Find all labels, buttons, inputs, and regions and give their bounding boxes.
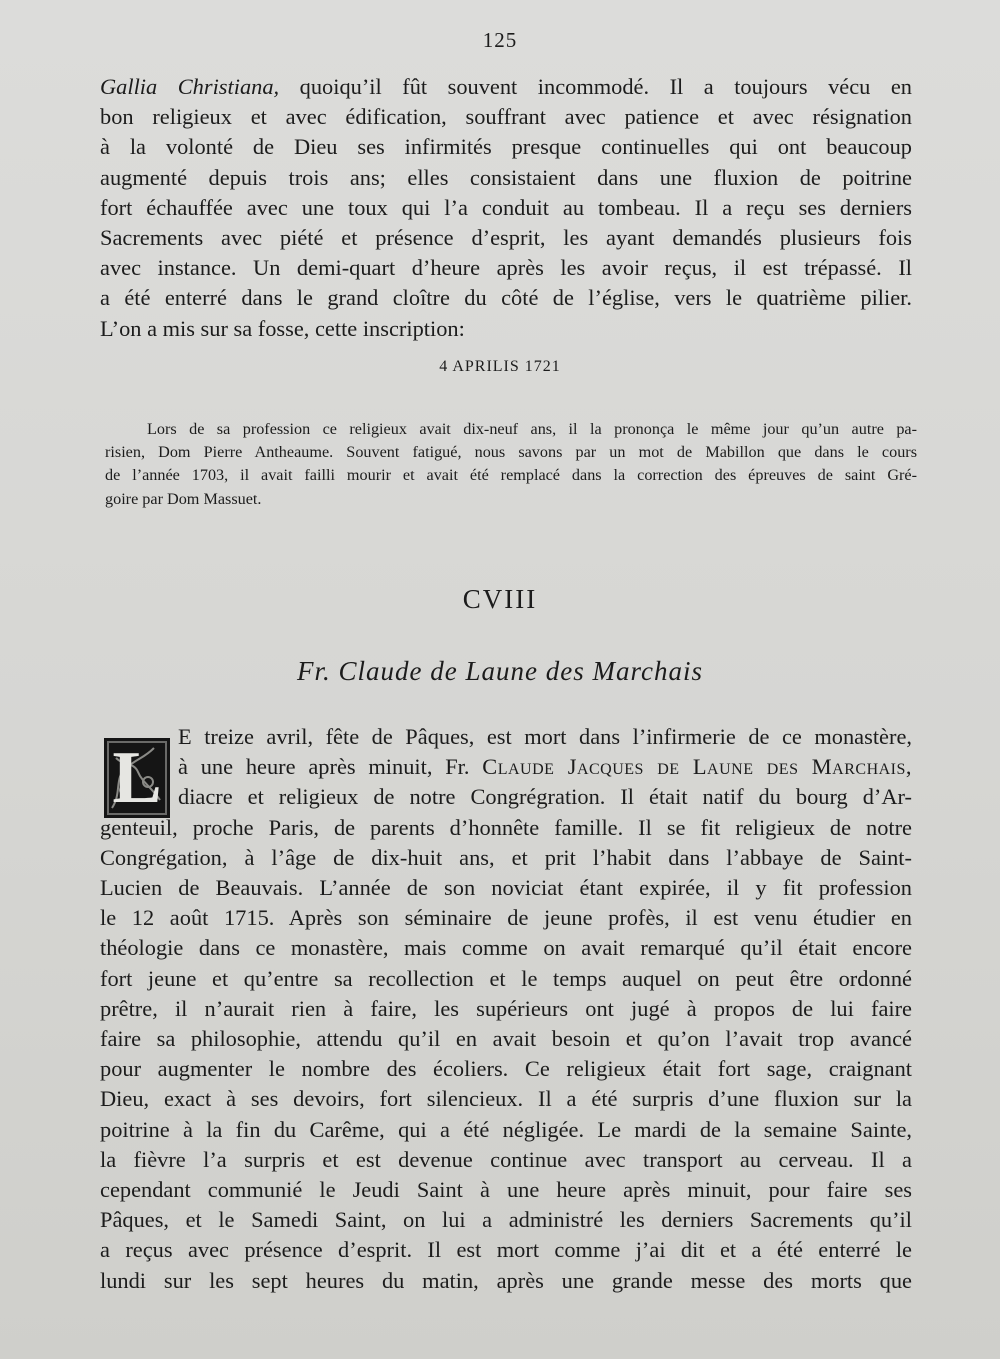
note-line: de l’année 1703, il avait failli mourir et avait été remplacé dans la correction des épreuves de saint Gré- (105, 466, 917, 485)
footnote (105, 418, 917, 511)
text-span: quoiqu’il fût souvent incommodé. Il a toujours vécu en (279, 74, 912, 99)
text-line: poitrine à la fin du Carême, qui a été négligée. Le mardi de la semaine Sainte, (100, 1116, 912, 1142)
text-line (100, 752, 912, 782)
text-line: fort jeune et qu’entre sa recollection et le temps auquel on peut être ordonné (100, 965, 912, 991)
page-number: 125 (482, 28, 518, 52)
italic-title: Gallia Christiana, (100, 74, 280, 99)
text-line: théologie dans ce monastère, mais comme on avait remarqué qu’il était encore (100, 935, 912, 961)
text-line (100, 72, 912, 102)
text-line: genteuil, proche Paris, de parents d’honnête famille. Il se fit religieux de notre (100, 814, 912, 840)
chapter-body (100, 722, 912, 1296)
person-name: Claude Jacques de Laune des Marchais, (482, 754, 913, 780)
text-line: E treize avril, fête de Pâques, est mort dans l’infirmerie de ce monastère, (178, 724, 912, 749)
chapter-title: Fr. Claude de Laune des Marchais (297, 656, 703, 686)
text-line: augmenté depuis trois ans; elles consistaient dans une fluxion de poitrine (100, 164, 912, 190)
drop-cap-letter: L (112, 737, 162, 819)
text-line: faire sa philosophie, attendu qu’il en avait besoin et qu’on l’avait trop avancé (100, 1026, 912, 1052)
chapter-number: CVIII (462, 584, 538, 614)
text-line: à la volonté de Dieu ses infirmités presque continuelles qui ont beaucoup (100, 134, 912, 160)
text-line: cependant communié le Jeudi Saint à une heure après minuit, pour faire ses (100, 1177, 912, 1203)
text-line: pour augmenter le nombre des écoliers. Ce religieux était fort sage, craignant (100, 1056, 912, 1082)
text-line: Dieu, exact à ses devoirs, fort silencieux. Il a été surpris d’une fluxion sur la (100, 1086, 912, 1112)
text-line: fort échauffée avec une toux qui l’a conduit au tombeau. Il a reçu ses derniers (100, 194, 912, 220)
note-line: Lors de sa profession ce religieux avait dix-neuf ans, il la prononça le même jour qu’un autre pa- (147, 420, 917, 438)
paragraph-continued (100, 72, 912, 344)
text-line: Pâques, et le Samedi Saint, on lui a administré les derniers Sacrements qu’il (100, 1207, 912, 1233)
text-line: avec instance. Un demi-quart d’heure après les avoir reçus, il est trépassé. Il (100, 255, 912, 281)
text-line: a été enterré dans le grand cloître du côté de l’église, vers le quatrième pilier. (100, 285, 912, 311)
text-span: à une heure après minuit, Fr. (178, 754, 483, 780)
text-line: la fièvre l’a surpris et est devenue continue avec transport au cerveau. Il a (100, 1146, 912, 1172)
text-line: Lucien de Beauvais. L’année de son noviciat étant expirée, il y fit profession (100, 875, 912, 901)
text-line: Sacrements avec piété et présence d’esprit, les ayant demandés plusieurs fois (100, 225, 912, 251)
text-line: le 12 août 1715. Après son séminaire de jeune profès, il est venu étudier en (100, 905, 912, 931)
note-line: goire par Dom Massuet. (105, 489, 262, 508)
text-line: a reçus avec présence d’esprit. Il est mort comme j’ai dit et a été enterré le (100, 1237, 912, 1263)
text-line: L’on a mis sur sa fosse, cette inscription: (100, 315, 465, 341)
text-line: diacre et religieux de notre Congrégration. Il était natif du bourg d’Ar- (178, 784, 912, 810)
text-line: bon religieux et avec édification, souffrant avec patience et avec résignation (100, 104, 912, 130)
epitaph-inscription: 4 APRILIS 1721 (439, 358, 561, 375)
text-line: prêtre, il n’aurait rien à faire, les supérieurs ont jugé à propos de lui faire (100, 995, 912, 1021)
text-line: lundi sur les sept heures du matin, après une grande messe des morts que (100, 1267, 912, 1293)
text-line: Congrégation, à l’âge de dix-huit ans, et prit l’habit dans l’abbaye de Saint- (100, 844, 912, 870)
note-line: risien, Dom Pierre Antheaume. Souvent fatigué, nous savons par un mot de Mabillon que dans le cours (105, 443, 917, 462)
